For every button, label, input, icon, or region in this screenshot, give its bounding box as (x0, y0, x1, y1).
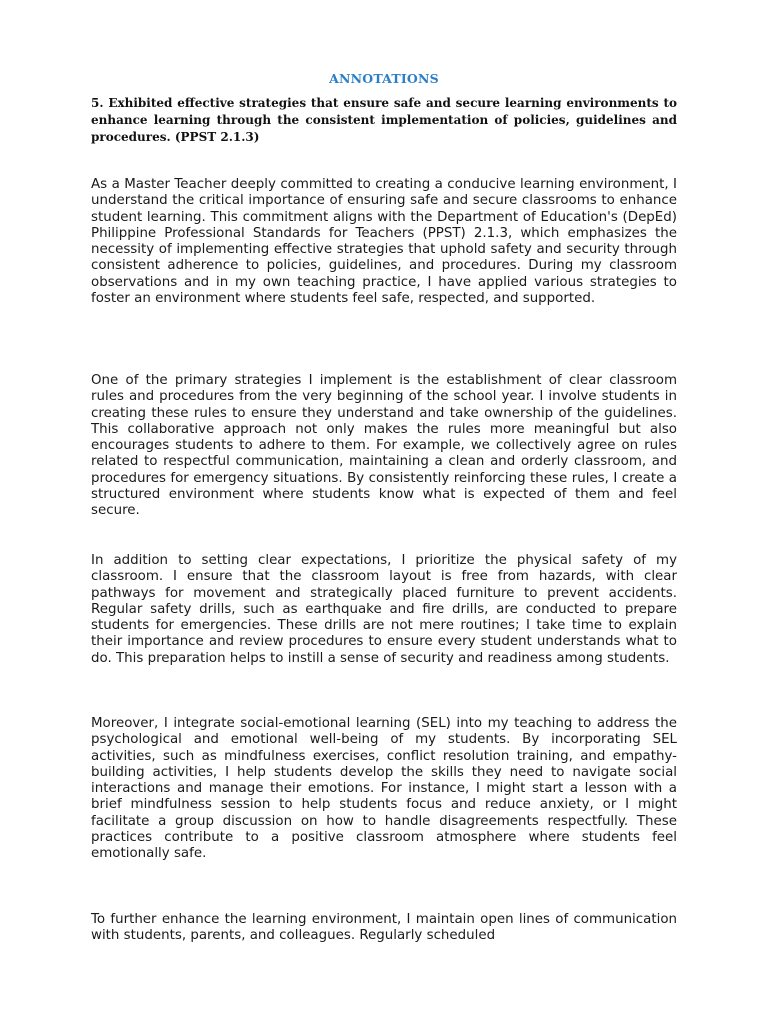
paragraph-4: Moreover, I integrate social-emotional learning (SEL) into my teaching to address the psychological and emotional well-being of my students. By incorporating SEL activities, such as mindfulness exercises, conflict resolution training, and empathy-building activities, I help students develop the skills they need to navigate social interactions and manage their emotions. For instance, I might start a lesson with a brief mindfulness session to help students focus and reduce anxiety, or I might facilitate a group discussion on how to handle disagreements respectfully. These practices contribute to a positive classroom atmosphere where students feel emotionally safe. (91, 716, 677, 862)
paragraph-2: One of the primary strategies I implement is the establishment of clear classroom rules and procedures from the very beginning of the school year. I involve students in creating these rules to ensure they understand and take ownership of the guidelines. This collaborative approach not only makes the rules more meaningful but also encourages students to adhere to them. For example, we collectively agree on rules related to respectful communication, maintaining a clean and orderly classroom, and procedures for emergency situations. By consistently reinforcing these rules, I create a structured environment where students know what is expected of them and feel secure. (91, 373, 677, 519)
paragraph-3: In addition to setting clear expectations, I prioritize the physical safety of my classroom. I ensure that the classroom layout is free from hazards, with clear pathways for movement and strategically placed furniture to prevent accidents. Regular safety drills, such as earthquake and fire drills, are conducted to prepare students for emergencies. These drills are not mere routines; I take time to explain their importance and review procedures to ensure every student understands what to do. This preparation helps to instill a sense of security and readiness among students. (91, 553, 677, 666)
document-title: ANNOTATIONS (329, 71, 439, 86)
section-heading: 5. Exhibited effective strategies that ensure safe and secure learning environments to enhance learning through the consistent implementation of policies, guidelines and procedures. (PPST 2.1.3) (91, 96, 677, 144)
paragraph-5: To further enhance the learning environment, I maintain open lines of communication with students, parents, and colleagues. Regularly scheduled (91, 912, 677, 944)
paragraph-1: As a Master Teacher deeply committed to creating a conducive learning environment, I understand the critical importance of ensuring safe and secure classrooms to enhance student learning. This commitment aligns with the Department of Education's (DepEd) Philippine Professional Standards for Teachers (PPST) 2.1.3, which emphasizes the necessity of implementing effective strategies that uphold safety and security through consistent adherence to policies, guidelines, and procedures. During my classroom observations and in my own teaching practice, I have applied various strategies to foster an environment where students feel safe, respected, and supported. (91, 177, 677, 307)
